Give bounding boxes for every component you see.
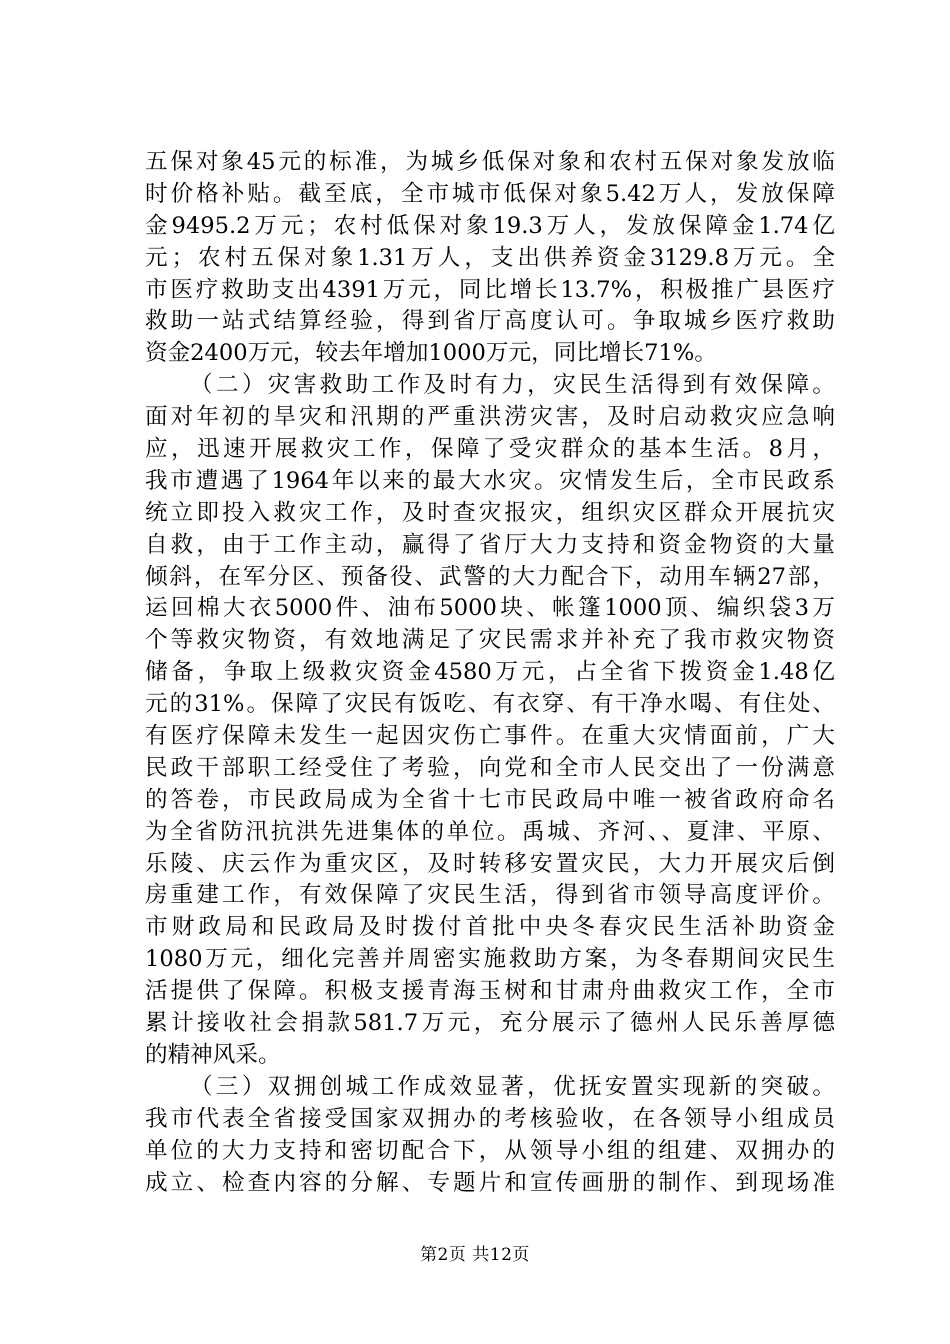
text-line: 元；农村五保对象1.31万人，支出供养资金3129.8万元。全 <box>145 244 835 271</box>
text-line: 我市代表全省接受国家双拥办的考核验收，在各领导小组成员 <box>145 1105 835 1132</box>
text-line: 有医疗保障未发生一起因灾伤亡事件。在重大灾情面前，广大 <box>145 723 835 750</box>
paragraph <box>145 1072 835 1200</box>
text-line: 市财政局和民政局及时拨付首批中央冬春灾民生活补助资金 <box>145 914 835 941</box>
text-line: 累计接收社会捐款581.7万元，充分展示了德州人民乐善厚德 <box>145 1010 835 1037</box>
text-line: 为全省防汛抗洪先进集体的单位。禹城、齐河、、夏津、平原、 <box>145 818 835 845</box>
text-line: 应，迅速开展救灾工作，保障了受灾群众的基本生活。8月， <box>145 436 835 463</box>
text-line: 我市遭遇了1964年以来的最大水灾。灾情发生后，全市民政系 <box>145 467 835 494</box>
text-line: 统立即投入救灾工作，及时查灾报灾，组织灾区群众开展抗灾 <box>145 499 835 526</box>
text-line: 救助一站式结算经验，得到省厅高度认可。争取城乡医疗救助 <box>145 308 835 335</box>
text-line: 的答卷，市民政局成为全省十七市民政局中唯一被省政府命名 <box>145 786 835 813</box>
text-line: 成立、检查内容的分解、专题片和宣传画册的制作、到现场准 <box>145 1169 835 1196</box>
text-line: 元的31%。保障了灾民有饭吃、有衣穿、有干净水喝、有住处、 <box>145 691 835 718</box>
text-line: 房重建工作，有效保障了灾民生活，得到省市领导高度评价。 <box>145 882 835 909</box>
text-line: 面对年初的旱灾和汛期的严重洪涝灾害，及时启动救灾应急响 <box>145 404 835 431</box>
text-line: 民政干部职工经受住了考验，向党和全市人民交出了一份满意 <box>145 754 835 781</box>
text-line: 储备，争取上级救灾资金4580万元，占全省下拨资金1.48亿 <box>145 659 835 686</box>
text-line: 的精神风采。 <box>145 1041 281 1068</box>
text-line: 乐陵、庆云作为重灾区，及时转移安置灾民，大力开展灾后倒 <box>145 850 835 877</box>
text-line: 个等救灾物资，有效地满足了灾民需求并补充了我市救灾物资 <box>145 627 835 654</box>
text-line: 运回棉大衣5000件、油布5000块、帐篷1000顶、编织袋3万 <box>145 595 835 622</box>
text-line: 1080万元，细化完善并周密实施救助方案，为冬春期间灾民生 <box>145 946 835 973</box>
text-line: （三）双拥创城工作成效显著，优抚安置实现新的突破。 <box>190 1073 835 1100</box>
page-footer <box>0 1244 950 1266</box>
text-line: 时价格补贴。截至底，全市城市低保对象5.42万人，发放保障 <box>145 180 835 207</box>
document-body <box>145 147 835 1199</box>
page-number: 第2页 共12页 <box>420 1245 530 1265</box>
text-line: 自救，由于工作主动，赢得了省厅大力支持和资金物资的大量 <box>145 531 835 558</box>
text-line: 单位的大力支持和密切配合下，从领导小组的组建、双拥办的 <box>145 1137 835 1164</box>
text-line: （二）灾害救助工作及时有力，灾民生活得到有效保障。 <box>190 372 835 399</box>
text-line: 市医疗救助支出4391万元，同比增长13.7%，积极推广县医疗 <box>145 276 835 303</box>
text-line: 金9495.2万元；农村低保对象19.3万人，发放保障金1.74亿 <box>145 212 835 239</box>
paragraph <box>145 147 835 370</box>
text-line: 五保对象45元的标准，为城乡低保对象和农村五保对象发放临 <box>145 149 835 175</box>
paragraph <box>145 370 835 1072</box>
text-line: 倾斜，在军分区、预备役、武警的大力配合下，动用车辆27部， <box>145 563 835 590</box>
text-line: 活提供了保障。积极支援青海玉树和甘肃舟曲救灾工作，全市 <box>145 978 835 1005</box>
text-line: 资金2400万元，较去年增加1000万元，同比增长71%。 <box>145 340 717 367</box>
